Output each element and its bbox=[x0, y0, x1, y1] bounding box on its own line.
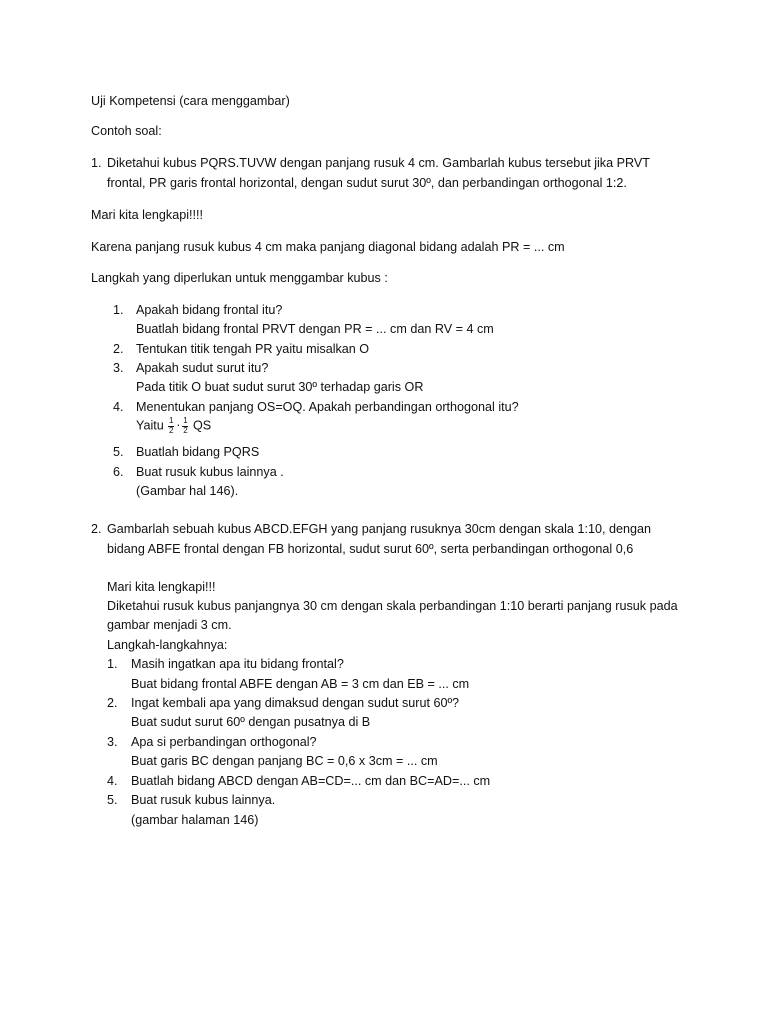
fraction-denominator: 2 bbox=[183, 426, 188, 435]
p1-step-text: Menentukan panjang OS=OQ. Apakah perbandingan orthogonal itu? bbox=[136, 400, 519, 414]
problem-2-diketahui-1: Diketahui rusuk kubus panjangnya 30 cm dengan skala perbandingan 1:10 berarti panjang rusuk pada bbox=[107, 599, 678, 613]
multiply-dot: · bbox=[176, 418, 181, 433]
p1-step-text: Apakah bidang frontal itu? bbox=[136, 303, 283, 317]
p1-step-number: 4. bbox=[113, 400, 124, 414]
p2-step-text: Apa si perbandingan orthogonal? bbox=[131, 735, 317, 749]
p2-step-number: 4. bbox=[107, 774, 118, 788]
contoh-heading: Contoh soal: bbox=[91, 124, 162, 138]
p2-step-number: 1. bbox=[107, 657, 118, 671]
p1-step-text: Apakah sudut surut itu? bbox=[136, 361, 269, 375]
p1-step-number: 2. bbox=[113, 342, 124, 356]
problem-1-karena: Karena panjang rusuk kubus 4 cm maka panjang diagonal bidang adalah PR = ... cm bbox=[91, 240, 565, 254]
yaitu-prefix: Yaitu bbox=[136, 418, 164, 433]
p2-step-text: Ingat kembali apa yang dimaksud dengan sudut surut 60º? bbox=[131, 696, 460, 710]
fraction-half-2 bbox=[182, 417, 188, 435]
p1-step-text: Tentukan titik tengah PR yaitu misalkan O bbox=[136, 342, 370, 356]
problem-1-number: 1. bbox=[91, 156, 102, 170]
p2-step-text: Buat bidang frontal ABFE dengan AB = 3 cm dan EB = ... cm bbox=[131, 677, 470, 691]
problem-1-line-2: frontal, PR garis frontal horizontal, dengan sudut surut 30º, dan perbandingan orthogonal 1:2. bbox=[107, 176, 627, 190]
p2-step-text: Masih ingatkan apa itu bidang frontal? bbox=[131, 657, 344, 671]
document-title: Uji Kompetensi (cara menggambar) bbox=[91, 94, 290, 108]
p1-step-number: 5. bbox=[113, 445, 124, 459]
p1-step-number: 3. bbox=[113, 361, 124, 375]
p2-step-number: 5. bbox=[107, 793, 118, 807]
p1-step-number: 1. bbox=[113, 303, 124, 317]
problem-2-line-2: bidang ABFE frontal dengan FB horizontal, sudut surut 60º, serta perbandingan orthogonal 0,6 bbox=[107, 542, 634, 556]
problem-1-line-1: Diketahui kubus PQRS.TUVW dengan panjang rusuk 4 cm. Gambarlah kubus tersebut jika PRVT bbox=[107, 156, 650, 170]
p2-step-text: Buat garis BC dengan panjang BC = 0,6 x 3cm = ... cm bbox=[131, 754, 438, 768]
p2-step-number: 3. bbox=[107, 735, 118, 749]
p2-step-text: Buat rusuk kubus lainnya. bbox=[131, 793, 276, 807]
problem-1-lengkapi: Mari kita lengkapi!!!! bbox=[91, 208, 203, 222]
fraction-denominator: 2 bbox=[169, 426, 174, 435]
p2-step-number: 2. bbox=[107, 696, 118, 710]
p2-step-text: Buat sudut surut 60º dengan pusatnya di B bbox=[131, 715, 371, 729]
p1-step-number: 6. bbox=[113, 465, 124, 479]
problem-1-langkah-heading: Langkah yang diperlukan untuk menggambar kubus : bbox=[91, 271, 388, 285]
p1-step-text: Buatlah bidang frontal PRVT dengan PR = ... cm dan RV = 4 cm bbox=[136, 322, 494, 336]
fraction-numerator: 1 bbox=[169, 416, 174, 425]
p1-yaitu-line bbox=[136, 417, 211, 435]
problem-2-line-1: Gambarlah sebuah kubus ABCD.EFGH yang panjang rusuknya 30cm dengan skala 1:10, dengan bbox=[107, 522, 651, 536]
yaitu-suffix: QS bbox=[192, 418, 212, 433]
p1-step-text: Buatlah bidang PQRS bbox=[136, 445, 260, 459]
p2-step-text: (gambar halaman 146) bbox=[131, 813, 259, 827]
p2-step-text: Buatlah bidang ABCD dengan AB=CD=... cm dan BC=AD=... cm bbox=[131, 774, 491, 788]
p1-step-text: Buat rusuk kubus lainnya . bbox=[136, 465, 284, 479]
problem-2-diketahui-2: gambar menjadi 3 cm. bbox=[107, 618, 232, 632]
problem-2-lengkapi: Mari kita lengkapi!!! bbox=[107, 580, 216, 594]
problem-2-langkah-heading: Langkah-langkahnya: bbox=[107, 638, 228, 652]
fraction-half-1 bbox=[168, 417, 174, 435]
problem-2-number: 2. bbox=[91, 522, 102, 536]
p1-step-text: (Gambar hal 146). bbox=[136, 484, 239, 498]
fraction-numerator: 1 bbox=[183, 416, 188, 425]
p1-step-text: Pada titik O buat sudut surut 30º terhadap garis OR bbox=[136, 380, 424, 394]
